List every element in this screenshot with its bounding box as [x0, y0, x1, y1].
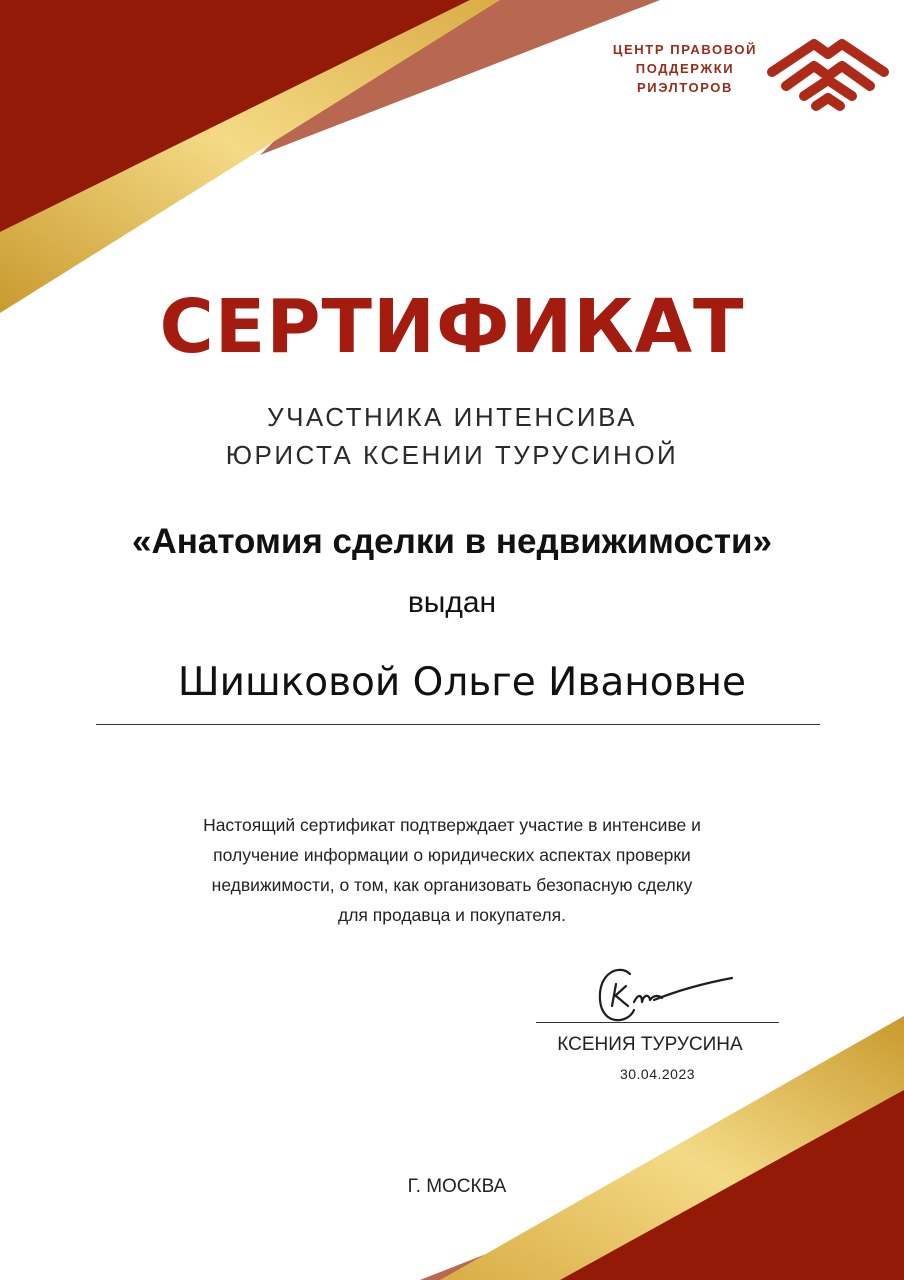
recipient-name: Шишковой Ольге Ивановне — [177, 660, 747, 705]
subtitle-line: УЧАСТНИКА ИНТЕНСИВА — [267, 402, 637, 432]
recipient-underline — [96, 724, 820, 725]
certificate-subtitle — [0, 398, 904, 474]
certificate-description — [130, 810, 774, 930]
signer-name: КСЕНИЯ ТУРУСИНА — [557, 1034, 743, 1055]
issue-date: 30.04.2023 — [619, 1066, 696, 1082]
organization-name-line: РИЭЛТОРОВ — [636, 80, 734, 95]
issue-city: Г. МОСКВА — [407, 1176, 507, 1197]
corner-red-top — [0, 0, 470, 232]
signature-line — [536, 1022, 779, 1023]
organization-name-line: ЦЕНТР ПРАВОВОЙ — [612, 42, 758, 57]
description-line: получение информации о юридических аспектах проверки — [213, 845, 691, 865]
organization-name-line: ПОДДЕРЖКИ — [635, 61, 735, 76]
description-line: Настоящий сертификат подтверждает участие в интенсиве и — [203, 815, 701, 835]
course-name: «Анатомия сделки в недвижимости» — [132, 522, 772, 561]
description-line: недвижимости, о том, как организовать безопасную сделку — [211, 875, 693, 895]
issued-label: выдан — [407, 586, 497, 619]
organization-name — [598, 40, 772, 97]
certificate-title: СЕРТИФИКАТ — [159, 284, 745, 370]
description-line: для продавца и покупателя. — [338, 905, 566, 925]
roof-chevrons-icon — [764, 34, 892, 114]
subtitle-line: ЮРИСТА КСЕНИИ ТУРУСИНОЙ — [225, 440, 679, 470]
